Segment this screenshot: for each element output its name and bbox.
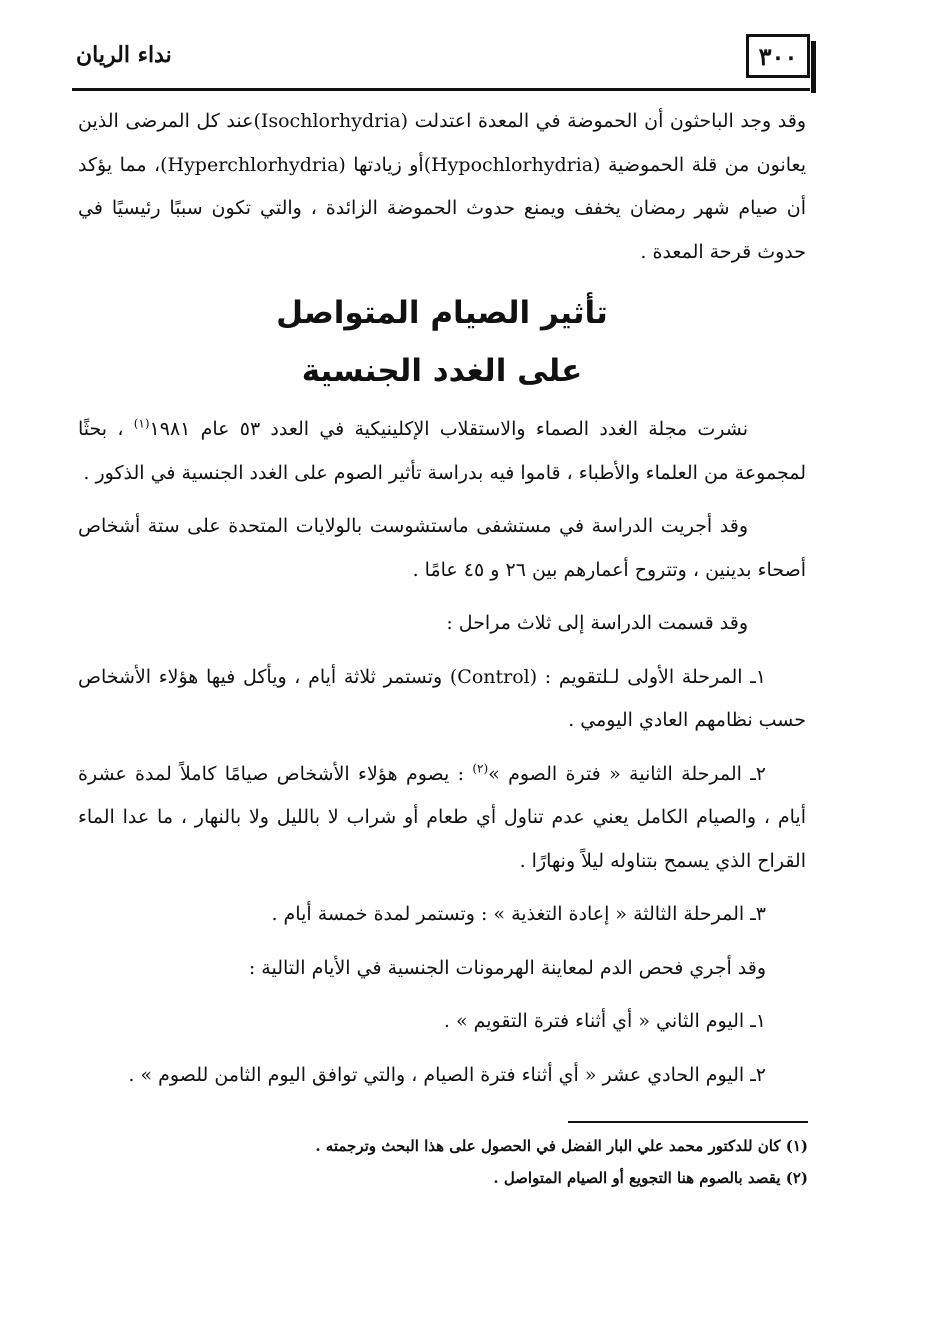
paragraph-journal-text-1: نشرت مجلة الغدد الصماء والاستقلاب الإكلينيكية في العدد ٥٣ عام ١٩٨١ bbox=[149, 418, 748, 440]
footnote-divider bbox=[568, 1121, 808, 1123]
intro-paragraph bbox=[78, 100, 806, 274]
intro-text-1: وقد وجد الباحثون أن الحموضة في المعدة اعتدلت bbox=[408, 110, 806, 132]
paragraph-study: وقد أجريت الدراسة في مستشفى ماستشوست بالولايات المتحدة على ستة أشخاص أصحاء بدينين ، وتتروح أعمارهم بين ٢٦ و ٤٥ عامًا . bbox=[78, 515, 806, 581]
page-header bbox=[72, 28, 810, 91]
stage-2 bbox=[78, 753, 806, 884]
stage-3: ٣ـ المرحلة الثالثة « إعادة التغذية » : وتستمر لمدة خمسة أيام . bbox=[271, 903, 766, 925]
intro-text-2: عند كل المرضى الذين يعانون من قلة الحموضية bbox=[78, 110, 806, 176]
footnote-ref-2: (٢) bbox=[472, 761, 489, 776]
stage-1-text-1: ١ـ المرحلة الأولى لـلتقويم : bbox=[537, 665, 766, 688]
footnotes bbox=[200, 1130, 808, 1194]
term-control: (Control) bbox=[449, 665, 538, 688]
term-hyperchlorhydria: (Hyperchlorhydria) bbox=[160, 153, 346, 176]
paragraph-journal-text-2: ، بحثًا لمجموعة من العلماء والأطباء ، قاموا فيه بدراسة تأثير الصوم على الغدد الجنسية في الذكور . bbox=[78, 418, 806, 484]
test-day-2: ٢ـ اليوم الحادي عشر « أي أثناء فترة الصيام ، والتي توافق اليوم الثامن للصوم » . bbox=[128, 1063, 766, 1086]
term-hypochlorhydria: (Hypochlorhydria) bbox=[423, 153, 601, 176]
section-heading-line-1: تأثير الصيام المتواصل bbox=[276, 295, 608, 331]
intro-text-4: ، مما يؤكد أن صيام شهر رمضان يخفف ويمنع حدوث الحموضة الزائدة ، والتي تكون سببًا رئيسيًا في حدوث قرحة المعدة . bbox=[78, 153, 806, 263]
page-number-box bbox=[746, 34, 810, 78]
paragraph-blood-test: وقد أجري فحص الدم لمعاينة الهرمونات الجنسية في الأيام التالية : bbox=[248, 956, 766, 979]
stage-1-text-2: وتستمر ثلاثة أيام ، ويأكل فيها هؤلاء الأشخاص حسب نظامهم العادي اليومي . bbox=[78, 665, 806, 731]
footnote-1: (١) كان للدكتور محمد علي البار الفضل في الحصول على هذا البحث وترجمته . bbox=[315, 1137, 808, 1155]
term-isochlorhydria: (Isochlorhydria) bbox=[253, 110, 409, 132]
page-body bbox=[78, 100, 806, 1097]
page-number: ٣٠٠ bbox=[758, 41, 798, 71]
test-day-1: ١ـ اليوم الثاني « أي أثناء فترة التقويم » . bbox=[443, 1010, 766, 1032]
footnote-2: (٢) يقصد بالصوم هنا التجويع أو الصيام المتواصل . bbox=[493, 1169, 808, 1187]
paragraph-journal bbox=[78, 408, 806, 495]
stage-2-text-1: ٢ـ المرحلة الثانية « فترة الصوم » bbox=[488, 762, 766, 785]
book-title: نداء الريان bbox=[76, 42, 172, 68]
intro-text-3: أو زيادتها bbox=[345, 153, 424, 176]
stage-2-text-2: : يصوم هؤلاء الأشخاص صيامًا كاملاً لمدة عشرة أيام ، والصيام الكامل يعني عدم تناول أي طعام أو شراب لا بالليل ولا بالنهار ، ما عدا الماء القراح الذي يسمح بتناوله ليلاً ونهارًا . bbox=[78, 762, 806, 872]
stage-1 bbox=[78, 656, 806, 743]
section-heading-line-2: على الغدد الجنسية bbox=[301, 353, 583, 389]
paragraph-stages-intro: وقد قسمت الدراسة إلى ثلاث مراحل : bbox=[446, 612, 748, 634]
footnote-ref-1: (١) bbox=[133, 416, 150, 431]
